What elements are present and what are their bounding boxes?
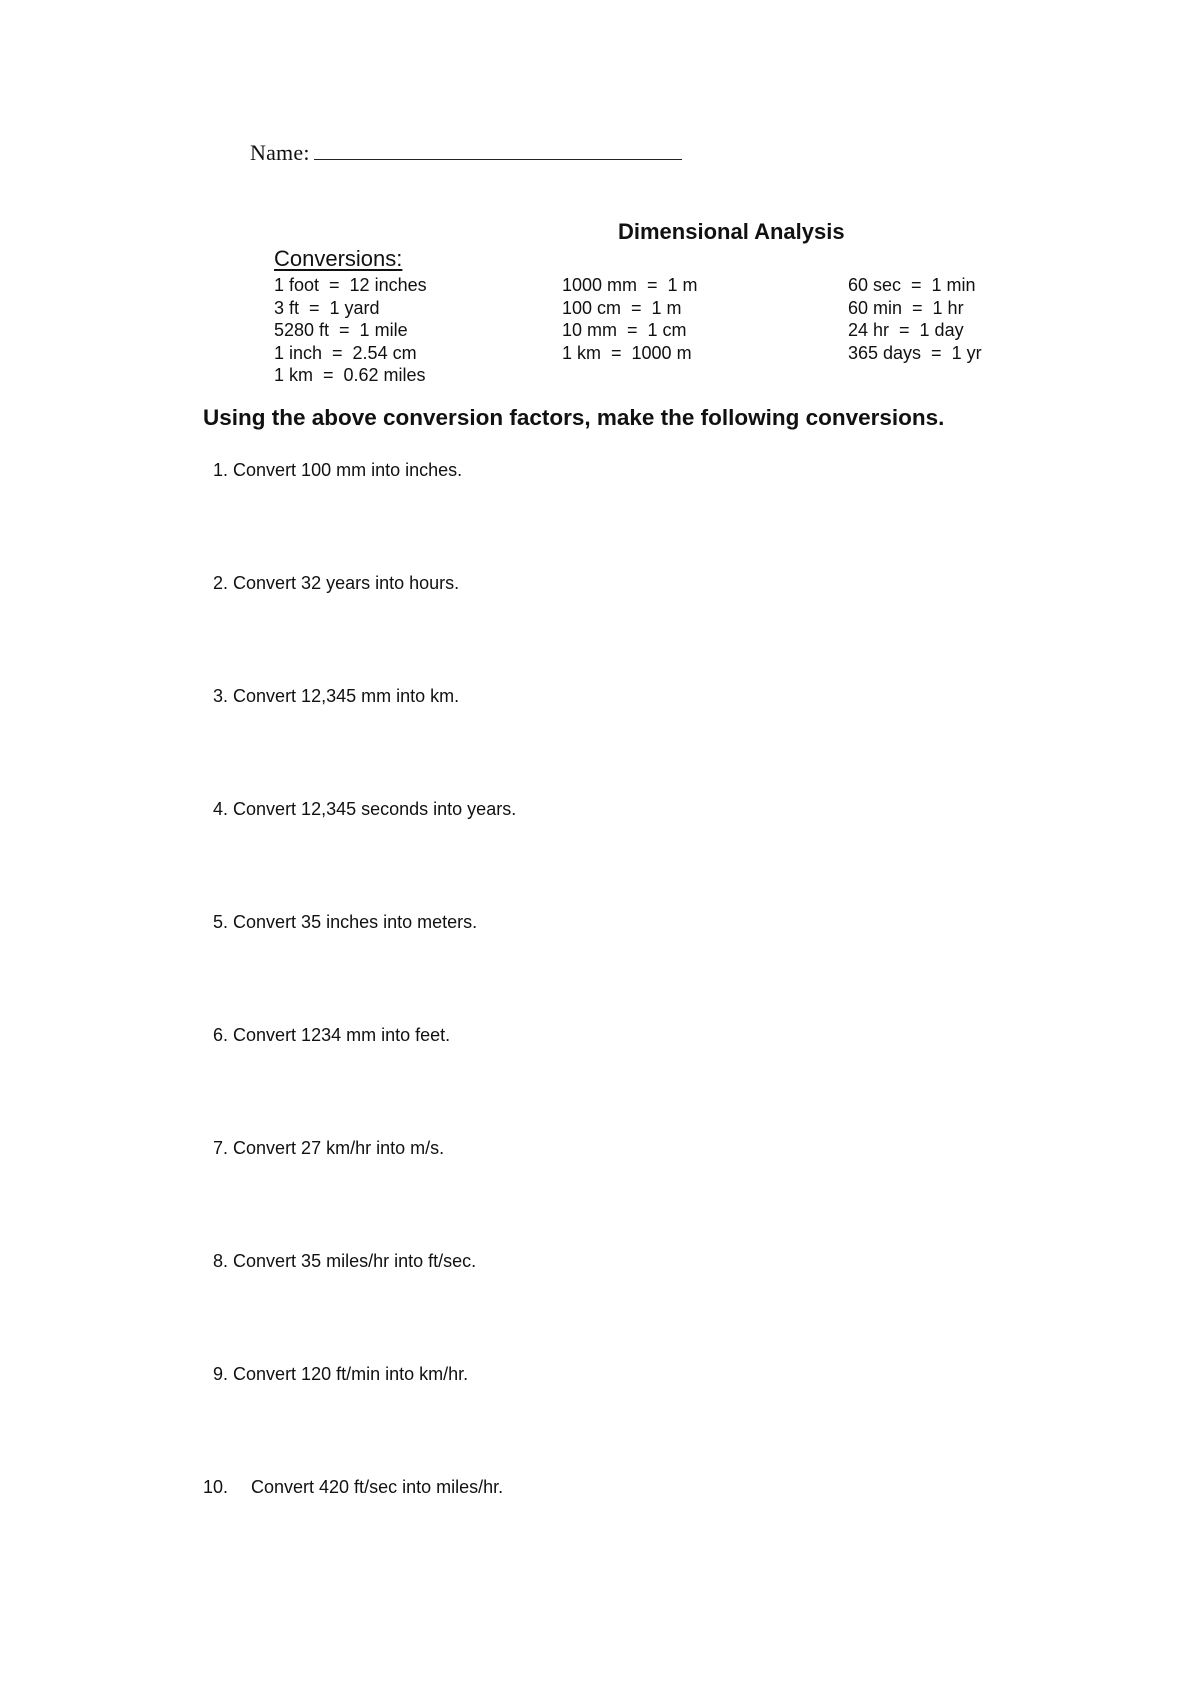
problem-number: 7. <box>213 1138 229 1158</box>
problem-number: 9. <box>213 1364 229 1384</box>
conversion-item: 1000 mm = 1 m <box>562 275 698 295</box>
instructions-text: Using the above conversion factors, make the following conversions. <box>203 405 945 430</box>
conversion-item: 365 days = 1 yr <box>848 342 982 363</box>
problem-item <box>213 686 459 707</box>
problem-text: Convert 1234 mm into feet. <box>233 1025 451 1045</box>
problem-number: 1. <box>213 460 229 480</box>
problem-number: 4. <box>213 799 229 819</box>
problem-item <box>213 799 516 820</box>
conversion-item: 100 cm = 1 m <box>562 297 682 318</box>
conversion-item: 1 km = 0.62 miles <box>274 365 426 385</box>
problem-text: Convert 420 ft/sec into miles/hr. <box>251 1477 504 1497</box>
name-label: Name: <box>250 140 310 165</box>
problem-text: Convert 32 years into hours. <box>233 573 460 593</box>
problem-text: Convert 100 mm into inches. <box>233 460 463 480</box>
problem-item <box>213 912 477 933</box>
conversion-item: 1 foot = 12 inches <box>274 275 427 295</box>
problem-number: 8. <box>213 1251 229 1271</box>
conversion-item: 10 mm = 1 cm <box>562 320 687 340</box>
problem-number: 2. <box>213 573 229 593</box>
conversion-item: 3 ft = 1 yard <box>274 297 380 318</box>
conversions-column-length <box>274 274 427 387</box>
problem-number: 3. <box>213 686 229 706</box>
conversion-item: 1 inch = 2.54 cm <box>274 342 417 363</box>
problem-item <box>213 1251 476 1272</box>
problem-text: Convert 27 km/hr into m/s. <box>233 1138 445 1158</box>
conversion-item: 5280 ft = 1 mile <box>274 320 408 340</box>
problem-number: 6. <box>213 1025 229 1045</box>
problem-item <box>213 573 459 594</box>
conversion-item: 60 sec = 1 min <box>848 275 976 295</box>
name-blank-line[interactable] <box>314 141 682 160</box>
problem-text: Convert 35 inches into meters. <box>233 912 478 932</box>
conversions-column-time <box>848 274 982 364</box>
problem-item <box>213 1025 450 1046</box>
problem-text: Convert 12,345 mm into km. <box>233 686 460 706</box>
conversions-column-metric <box>562 274 698 364</box>
problem-item <box>213 1364 468 1385</box>
problem-item <box>213 1138 444 1159</box>
document-title: Dimensional Analysis <box>618 219 845 244</box>
problem-number: 10. <box>203 1477 229 1497</box>
conversion-item: 60 min = 1 hr <box>848 297 964 318</box>
conversion-item: 24 hr = 1 day <box>848 320 964 340</box>
problem-item <box>203 1477 503 1498</box>
problem-item <box>213 460 462 481</box>
conversions-heading: Conversions: <box>274 246 403 271</box>
conversion-item: 1 km = 1000 m <box>562 342 692 363</box>
problem-text: Convert 12,345 seconds into years. <box>233 799 517 819</box>
name-field <box>250 140 682 166</box>
problem-number: 5. <box>213 912 229 932</box>
problem-text: Convert 120 ft/min into km/hr. <box>233 1364 469 1384</box>
problem-text: Convert 35 miles/hr into ft/sec. <box>233 1251 477 1271</box>
